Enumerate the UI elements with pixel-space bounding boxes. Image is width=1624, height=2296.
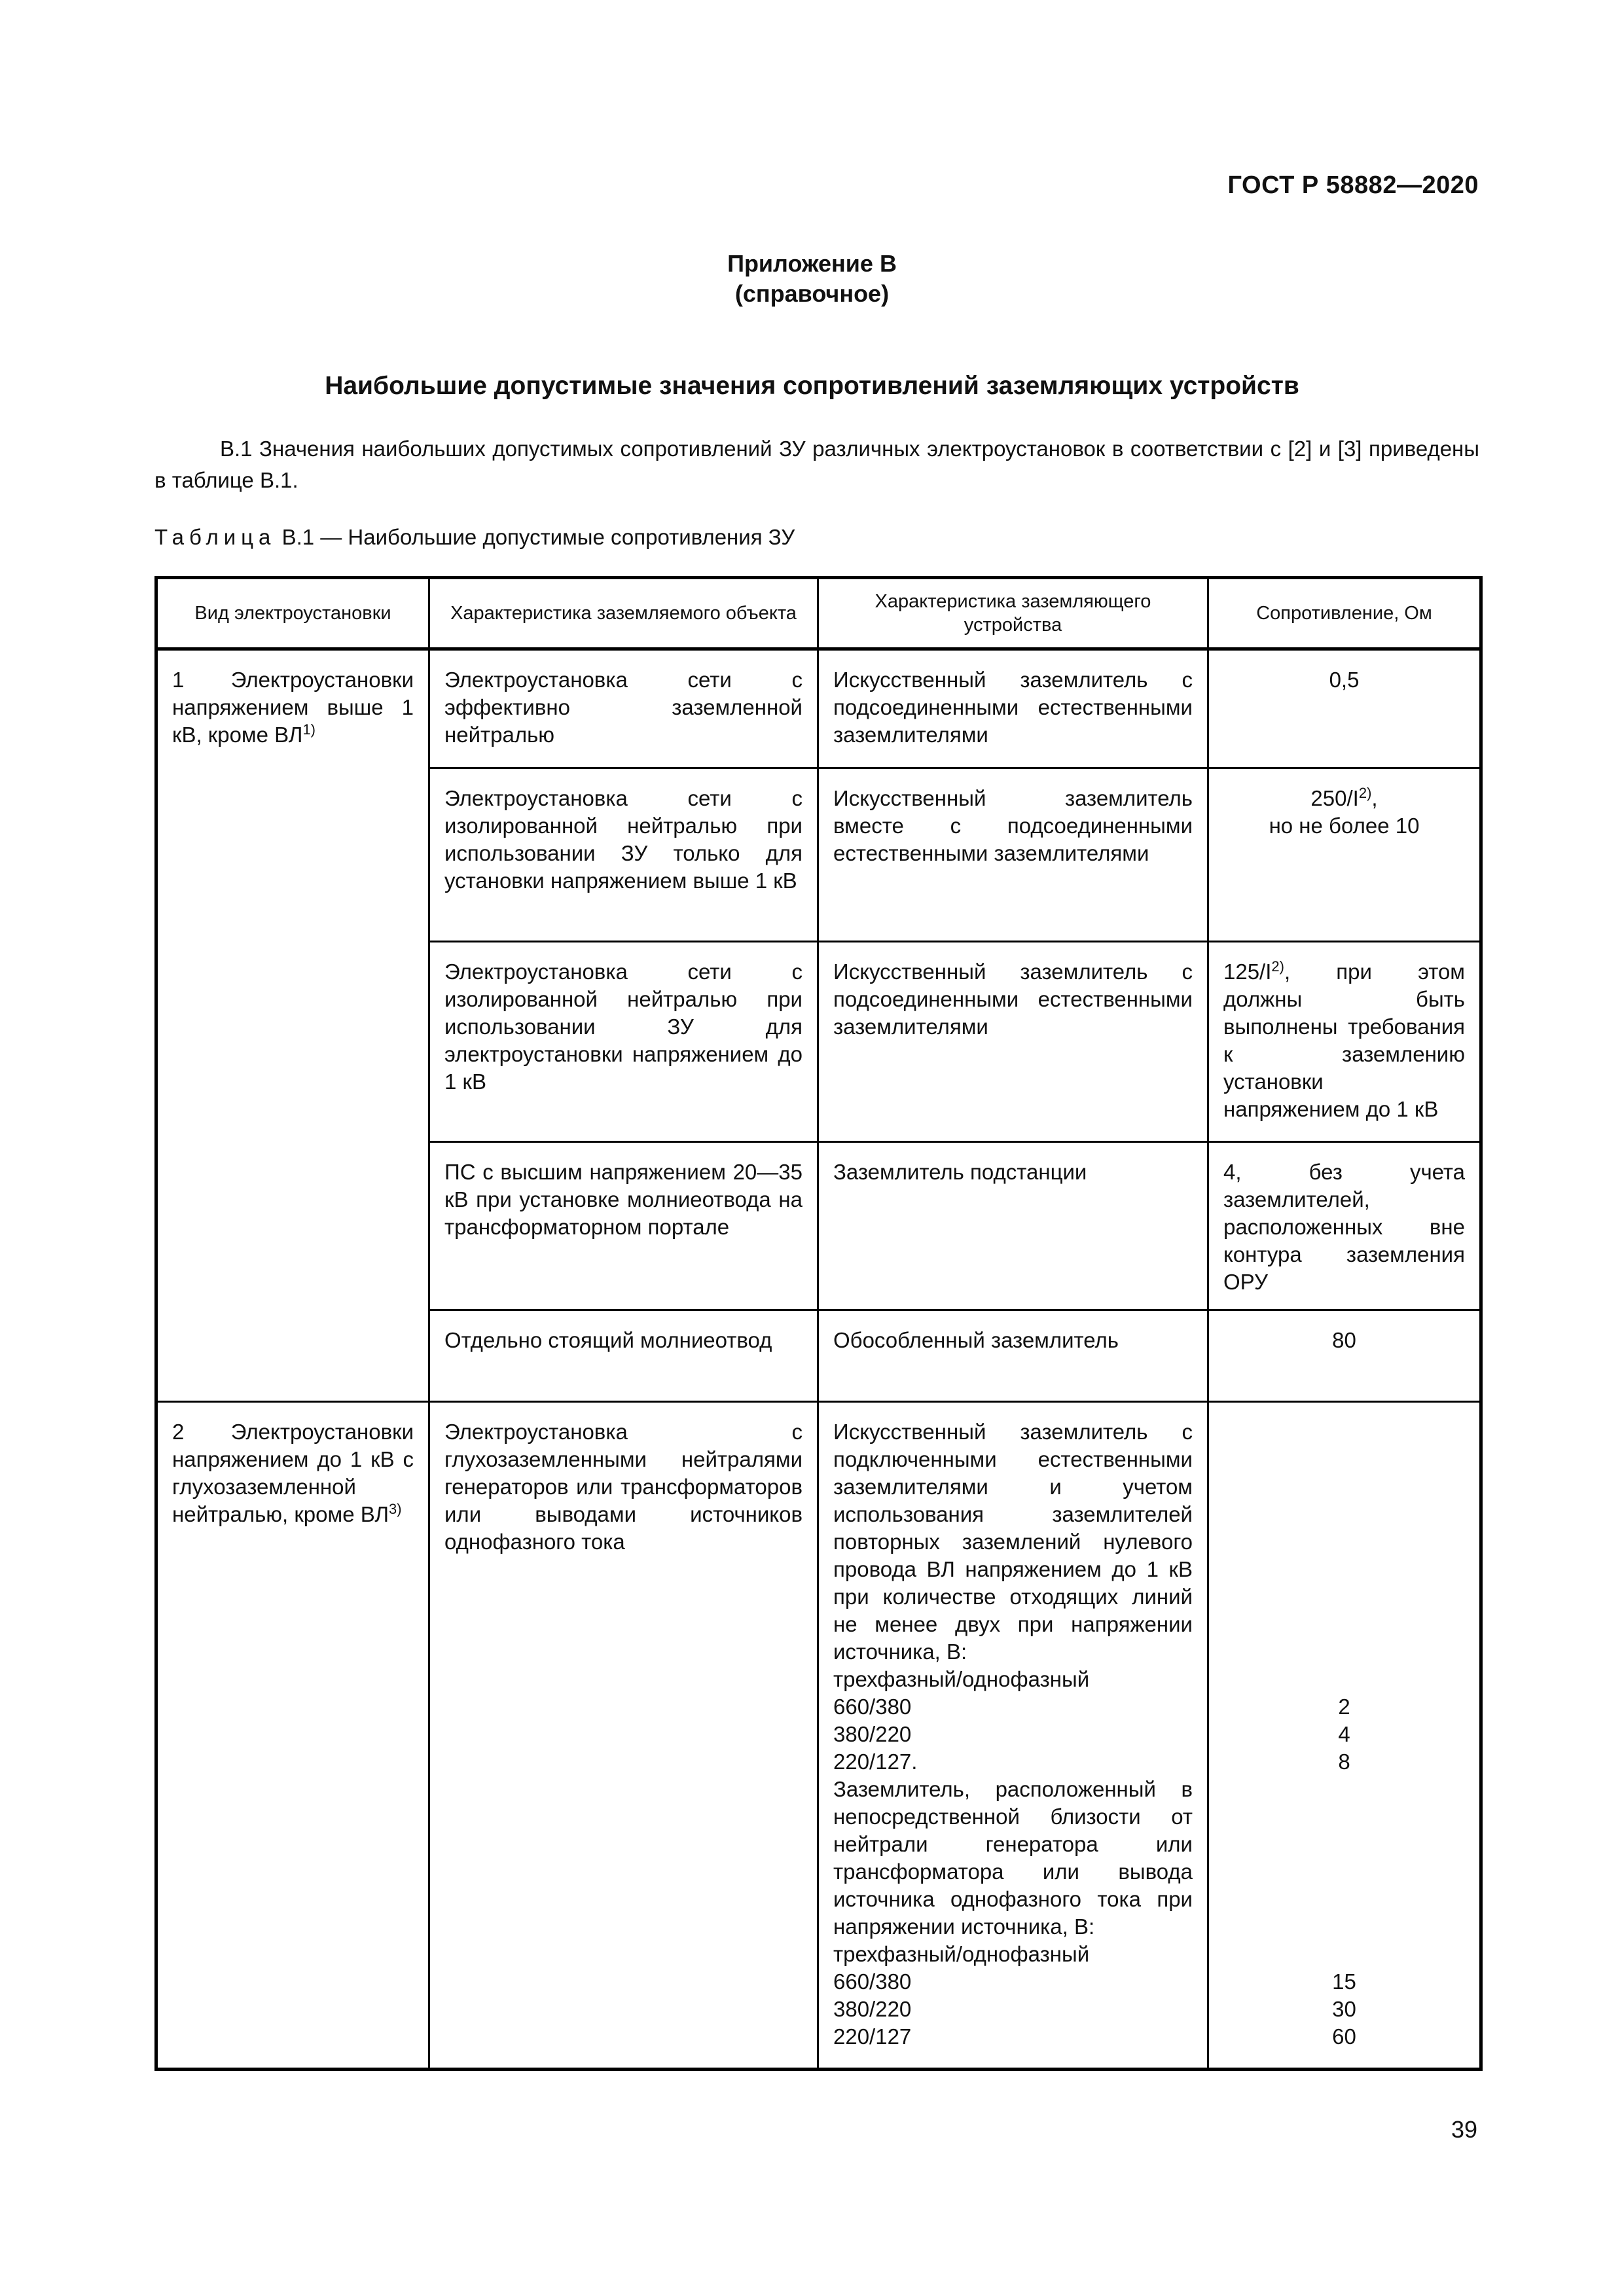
installation-type-text: 2 Электроустановки напряжением до 1 кВ с глухозаземленной нейтралью, кроме ВЛ bbox=[172, 1420, 414, 1526]
section-heading: Наибольшие допустимые значения сопротивлений заземляющих устройств bbox=[325, 372, 1299, 400]
device-cell bbox=[818, 1402, 1208, 2070]
resistance-condition: , при этом должны быть выполнены требования к заземлению установки напряжением до 1 кВ bbox=[1223, 960, 1465, 1121]
device-cell: Искусственный заземлитель с подсоединенными естественными заземлителями bbox=[818, 942, 1208, 1142]
footnote-ref: 3) bbox=[389, 1501, 402, 1517]
resistance-value: 15 bbox=[1332, 1969, 1356, 1994]
appendix-title: Приложение В bbox=[727, 250, 897, 277]
object-cell: Электроустановка сети с эффективно заземленной нейтралью bbox=[429, 649, 818, 768]
phase-label: трехфазный/однофазный bbox=[833, 1942, 1090, 1966]
resistance-cell: 80 bbox=[1208, 1310, 1481, 1402]
object-cell: ПС с высшим напряжением 20—35 кВ при установке молниеотвода на трансформаторном портале bbox=[429, 1142, 818, 1310]
resistance-value: 30 bbox=[1332, 1997, 1356, 2021]
document-id: ГОСТ Р 58882—2020 bbox=[1227, 171, 1479, 199]
resistance-value: 60 bbox=[1332, 2024, 1356, 2049]
device-cell: Заземлитель подстанции bbox=[818, 1142, 1208, 1310]
resistance-value: 2 bbox=[1338, 1695, 1350, 1719]
installation-type-cell bbox=[156, 649, 429, 1402]
voltage-value: 380/220 bbox=[833, 1722, 912, 1746]
object-cell: Отдельно стоящий молниеотвод bbox=[429, 1310, 818, 1402]
voltage-value: 220/127 bbox=[833, 2024, 912, 2049]
spacer bbox=[1223, 1418, 1465, 1693]
device-cell: Обособленный заземлитель bbox=[818, 1310, 1208, 1402]
device-description: Заземлитель, расположенный в непосредственной близости от нейтрали генератора или трансформатора или вывода источника однофазного тока при напряжении источника, В: bbox=[833, 1777, 1193, 1939]
table-row bbox=[156, 649, 1481, 768]
object-cell: Электроустановка с глухозаземленными нейтралями генераторов или трансформаторов или выводами источников однофазного тока bbox=[429, 1402, 818, 2070]
voltage-value: 660/380 bbox=[833, 1695, 912, 1719]
table-caption-text: В.1 — Наибольшие допустимые сопротивления ЗУ bbox=[281, 525, 795, 549]
resistance-cell: 4, без учета заземлителей, расположенных вне контура заземления ОРУ bbox=[1208, 1142, 1481, 1310]
table-caption bbox=[154, 525, 795, 550]
object-cell: Электроустановка сети с изолированной нейтралью при использовании ЗУ только для установки напряжением выше 1 кВ bbox=[429, 768, 818, 942]
device-cell: Искусственный заземлитель вместе с подсоединенными естественными заземлителями bbox=[818, 768, 1208, 942]
resistance-separator: , bbox=[1371, 786, 1378, 810]
footnote-ref: 2) bbox=[1358, 785, 1372, 801]
header-installation-type: Вид электроустановки bbox=[156, 578, 429, 649]
resistance-table bbox=[154, 576, 1483, 2071]
spacer bbox=[1223, 1776, 1465, 1968]
resistance-cell bbox=[1208, 768, 1481, 942]
phase-label: трехфазный/однофазный bbox=[833, 1667, 1090, 1691]
resistance-limit: но не более 10 bbox=[1269, 814, 1420, 838]
footnote-ref: 2) bbox=[1271, 958, 1284, 975]
resistance-value: 125/I bbox=[1223, 960, 1272, 984]
resistance-cell bbox=[1208, 1402, 1481, 2070]
page-number: 39 bbox=[1451, 2116, 1477, 2143]
object-cell: Электроустановка сети с изолированной нейтралью при использовании ЗУ для электроустановки напряжением до 1 кВ bbox=[429, 942, 818, 1142]
resistance-cell bbox=[1208, 942, 1481, 1142]
table-row bbox=[156, 1402, 1481, 2070]
resistance-value: 250/I bbox=[1310, 786, 1359, 810]
resistance-value: 4 bbox=[1338, 1722, 1350, 1746]
appendix-heading bbox=[0, 249, 1624, 309]
installation-type-text: 1 Электроустановки напряжением выше 1 кВ, кроме ВЛ bbox=[172, 668, 414, 747]
voltage-value: 220/127. bbox=[833, 1749, 918, 1774]
appendix-kind: (справочное) bbox=[734, 280, 890, 307]
header-device-characteristic: Характеристика заземляющего устройства bbox=[818, 578, 1208, 649]
installation-type-cell bbox=[156, 1402, 429, 2070]
header-resistance: Сопротивление, Ом bbox=[1208, 578, 1481, 649]
header-object-characteristic: Характеристика заземляемого объекта bbox=[429, 578, 818, 649]
resistance-value: 8 bbox=[1338, 1749, 1350, 1774]
intro-paragraph: В.1 Значения наибольших допустимых сопротивлений ЗУ различных электроустановок в соответствии с [2] и [3] приведены в таблице В.1. bbox=[154, 437, 1479, 492]
resistance-cell: 0,5 bbox=[1208, 649, 1481, 768]
footnote-ref: 1) bbox=[302, 721, 316, 738]
voltage-value: 380/220 bbox=[833, 1997, 912, 2021]
table-header-row bbox=[156, 578, 1481, 649]
device-cell: Искусственный заземлитель с подсоединенными естественными заземлителями bbox=[818, 649, 1208, 768]
device-description: Искусственный заземлитель с подключенными естественными заземлителями и учетом использования заземлителей повторных заземлений нулевого провода ВЛ напряжением до 1 кВ при количестве отходящих линий не менее двух при напряжении источника, В: bbox=[833, 1420, 1193, 1664]
voltage-value: 660/380 bbox=[833, 1969, 912, 1994]
table-caption-prefix: Таблица bbox=[154, 525, 276, 549]
